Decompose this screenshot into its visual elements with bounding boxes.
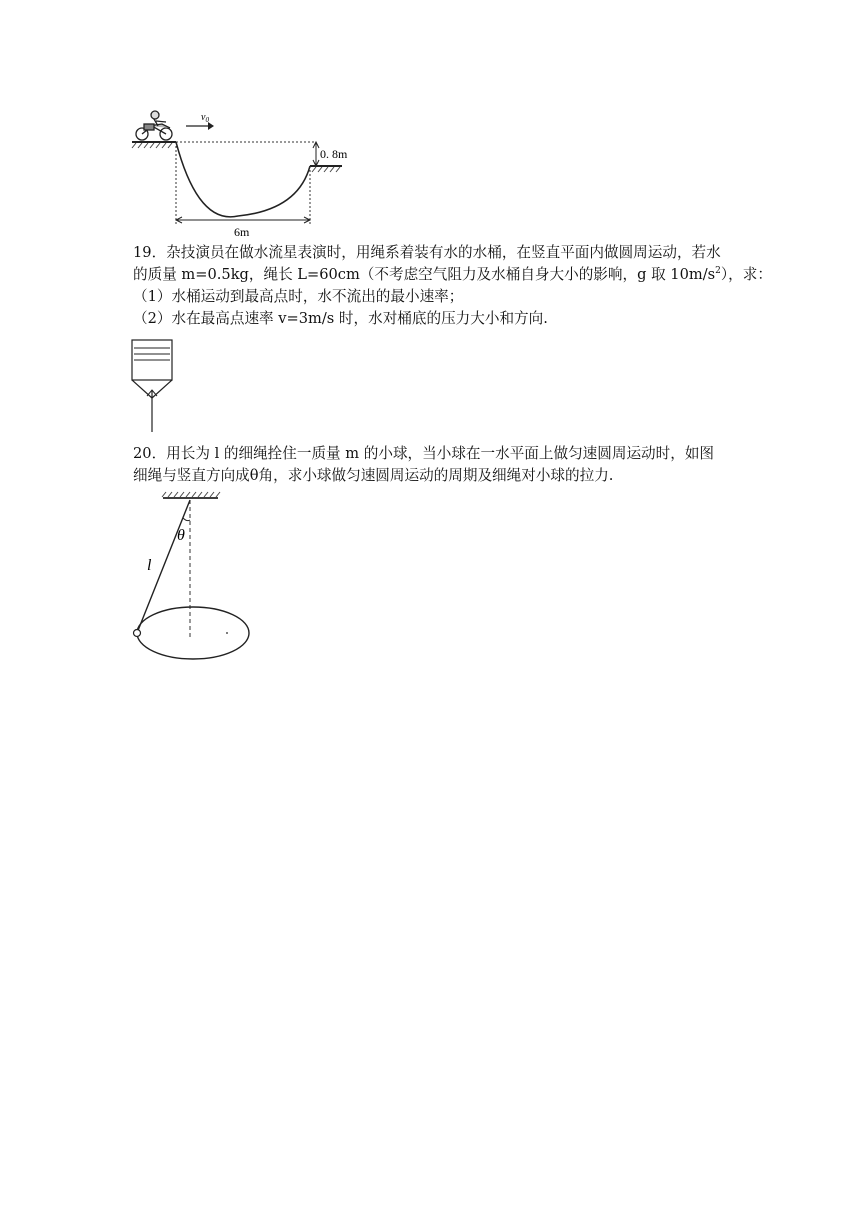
rope-length-label: l (147, 557, 152, 574)
q19-line1: 19．杂技演员在做水流星表演时，用绳系着装有水的水桶，在竖直平面内做圆周运动，若水 (133, 244, 721, 261)
velocity-label: $v_0$ (201, 112, 209, 124)
bucket-figure (130, 338, 180, 434)
motorcycle-pit-figure (128, 100, 360, 240)
q19-part1: （1）水桶运动到最高点时，水不流出的最小速率； (133, 288, 464, 305)
q19-part2: （2）水在最高点速率 v=3m/s 时，水对桶底的压力大小和方向. (133, 310, 548, 327)
q20-line1: 20．用长为 l 的细绳拴住一质量 m 的小球，当小球在一水平面上做匀速圆周运动时，如图 (133, 445, 715, 462)
motorcycle-icon (136, 111, 172, 140)
ball-icon (134, 630, 141, 637)
height-label: 0. 8m (320, 147, 348, 161)
angle-label: θ (177, 527, 185, 544)
q19-line2: 的质量 m=0.5kg，绳长 L=60cm（不考虑空气阻力及水桶自身大小的影响，g 取 $10m/s^2$），求： (133, 266, 772, 283)
conical-pendulum-figure (130, 490, 252, 662)
question-20 (133, 443, 733, 487)
q20-line2: 细绳与竖直方向成θ角，求小球做匀速圆周运动的周期及细绳对小球的拉力. (133, 467, 614, 484)
width-label: 6m (234, 225, 250, 239)
question-19 (133, 242, 772, 330)
